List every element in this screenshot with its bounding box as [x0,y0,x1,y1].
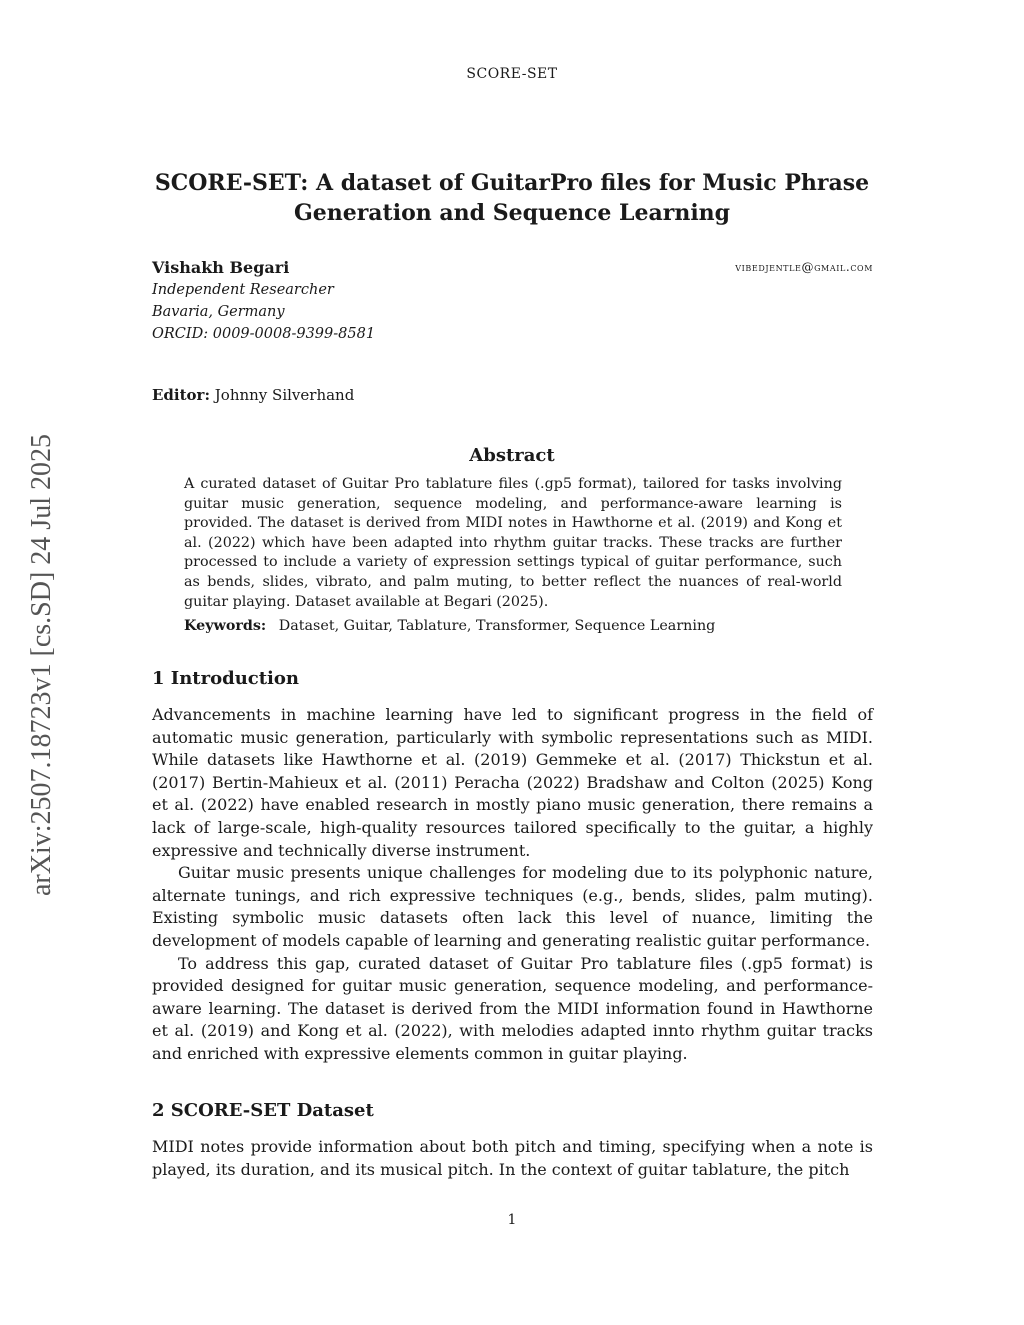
introduction-body [152,704,873,1066]
page-number: 1 [507,1212,517,1228]
editor-line [152,386,354,404]
intro-paragraph: Advancements in machine learning have led to significant progress in the field of automatic music generation, particularly with symbolic representations such as MIDI. While datasets like Hawthorne et al. (2019) Gemmeke et al. (2017) Thickstun et al. (2017) Bertin-Mahieux et al. (2011) Peracha (2022) Bradshaw and Colton (2025) Kong et al. (2022) have enabled research in mostly piano music generation, there remains a lack of large-scale, high-quality resources tailored specifically to the guitar, a highly expressive and technically diverse instrument. [152,705,873,860]
author-email-text: vibedjentle@gmail.com [735,260,873,274]
section-heading-dataset: 2 SCORE-SET Dataset [152,1100,374,1121]
author-location: Bavaria, Germany [152,304,285,320]
dataset-paragraph: MIDI notes provide information about both pitch and timing, specifying when a note is played, its duration, and its musical pitch. In the context of guitar tablature, the pitch [152,1137,873,1179]
section-heading-introduction: 1 Introduction [152,668,299,689]
keywords-label: Keywords: [184,618,267,634]
abstract-text: A curated dataset of Guitar Pro tablature files (.gp5 format), tailored for tasks involving guitar music generation, sequence modeling, and performance-aware learning is provided. The dataset is derived from MIDI notes in Hawthorne et al. (2019) and Kong et al. (2022) which have been adapted into rhythm guitar tracks. These tracks are further processed to include a variety of expression settings typical of guitar performance, such as bends, slides, vibrato, and palm muting, to better reflect the nuances of real-world guitar playing. Dataset available at Begari (2025). [184,476,842,610]
abstract-heading: Abstract [469,445,555,466]
author-email [735,260,873,274]
running-head: SCORE-SET [466,66,558,82]
keywords-list: Dataset, Guitar, Tablature, Transformer, Sequence Learning [278,618,716,634]
author-affiliation: Independent Researcher [152,282,334,298]
paper-title: SCORE-SET: A dataset of GuitarPro files for Music Phrase Generation and Sequence Learning [154,170,870,226]
intro-paragraph: To address this gap, curated dataset of Guitar Pro tablature files (.gp5 format) is provided designed for guitar music generation, sequence modeling, and performance-aware learning. The dataset is derived from the MIDI information found in Hawthorne et al. (2019) and Kong et al. (2022), with melodies adapted innto rhythm guitar tracks and enriched with expressive elements common in guitar playing. [152,953,873,1063]
keywords-line [184,618,715,634]
dataset-section-body [152,1136,873,1181]
author-name: Vishakh Begari [152,258,290,277]
intro-paragraph: Guitar music presents unique challenges for modeling due to its polyphonic nature, alternate tunings, and rich expressive techniques (e.g., bends, slides, palm muting). Existing symbolic music datasets often lack this level of nuance, limiting the development of models capable of learning and generating realistic guitar performance. [152,863,873,950]
editor-label: Editor: [152,386,210,404]
arxiv-identifier-stamp: arXiv:2507.18723v1 [cs.SD] 24 Jul 2025 [26,434,57,896]
author-orcid: ORCID: 0009-0008-9399-8581 [152,326,376,342]
editor-name: Johnny Silverhand [214,386,355,404]
